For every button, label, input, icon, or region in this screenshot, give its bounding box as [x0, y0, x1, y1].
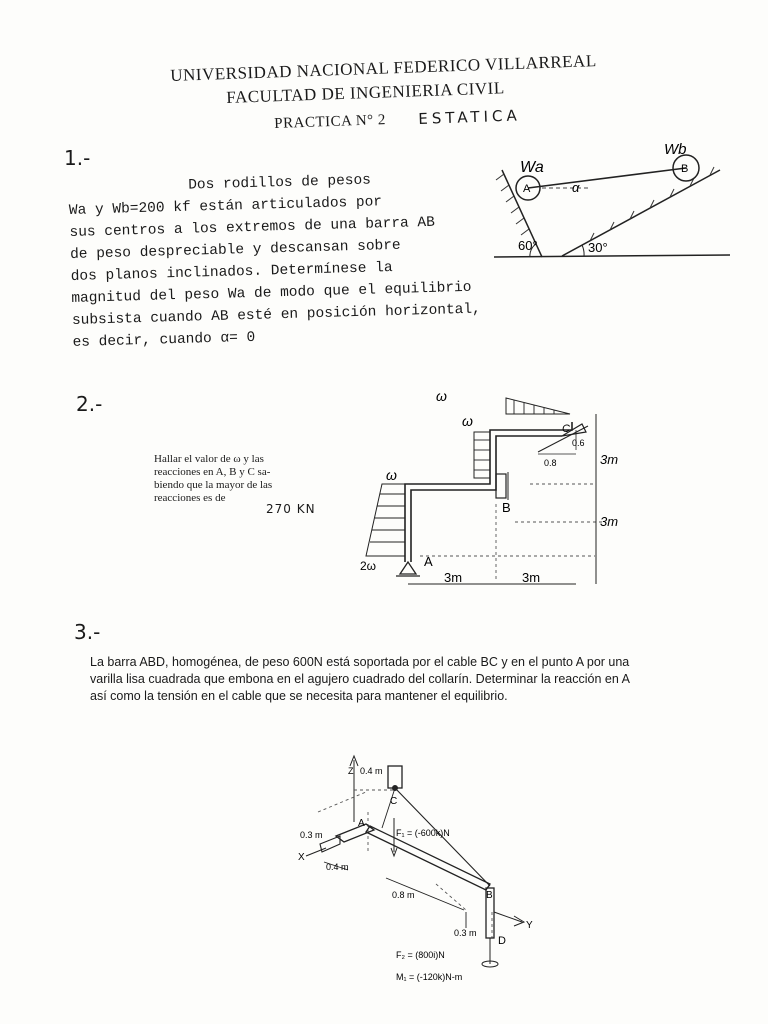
- problem-2-number: 2.-: [76, 392, 103, 416]
- problem-2-text: [154, 453, 272, 505]
- problem-1-line: subsista cuando AB esté en posición horizontal,: [71, 301, 482, 329]
- problem-2-line: reacciones es de: [154, 492, 226, 504]
- dim-0-4m-left: 0.4 m: [326, 862, 349, 872]
- point-b-label: B: [486, 890, 493, 901]
- moment-m1: M₁ = (-120k)N-m: [396, 972, 463, 982]
- faculty-title: FACULTAD DE INGENIERIA CIVIL: [226, 78, 505, 107]
- problem-3-line: así como la tensión en el cable que se necesita para mantener el equilibrio.: [90, 689, 508, 703]
- label-angle-60: 60°: [518, 238, 538, 253]
- problem-1-line: Wa y Wb=200 kf están articulados por: [68, 194, 383, 219]
- point-d-label: D: [498, 935, 506, 947]
- axis-z: Z: [348, 766, 354, 776]
- problem-1-line: magnitud del peso Wa de modo que el equilibrio: [71, 279, 472, 307]
- dim-span-2: 3m: [522, 570, 541, 585]
- problem-2-value: 270 KN: [266, 502, 316, 516]
- label-point-b: B: [681, 163, 689, 175]
- problem-1-number: 1.-: [64, 146, 91, 170]
- problem-2-line: Hallar el valor de ω y las: [154, 453, 264, 465]
- problem-1-line: dos planos inclinados. Determínese la: [70, 259, 393, 285]
- problem-3-number: 3.-: [74, 620, 101, 644]
- dim-height-1: 3m: [600, 452, 619, 467]
- problem-2-line: biendo que la mayor de las: [154, 479, 273, 491]
- load-w-mid: ω: [462, 413, 473, 429]
- label-point-a: A: [523, 183, 531, 195]
- dim-span-1: 3m: [444, 570, 463, 585]
- problem-1-figure: [480, 140, 740, 270]
- load-w-top: ω: [436, 388, 447, 404]
- point-c-label: C: [390, 796, 398, 807]
- load-w-left: ω: [386, 467, 397, 483]
- dim-0-3m-left: 0.3 m: [300, 830, 323, 840]
- dim-0-8m: 0.8 m: [392, 890, 415, 900]
- problem-1-line: de peso despreciable y descansan sobre: [69, 237, 401, 263]
- university-title: UNIVERSIDAD NACIONAL FEDERICO VILLARREAL: [170, 51, 597, 85]
- dim-0-3m-bottom: 0.3 m: [454, 928, 477, 938]
- force-f2: F₂ = (800i)N: [396, 950, 445, 960]
- dim-0-4m-top: 0.4 m: [360, 766, 383, 776]
- load-2w: 2ω: [360, 559, 377, 573]
- problem-2-figure: [340, 384, 640, 599]
- label-angle-30: 30°: [588, 240, 608, 255]
- problem-3-line: varilla lisa cuadrada que embona en el agujero cuadrado del collarín. Determinar la reacción en A: [90, 672, 630, 686]
- practice-number: PRACTICA N° 2: [274, 112, 387, 132]
- problem-1-line: es decir, cuando α= 0: [72, 329, 256, 351]
- force-f1: F₁ = (-600k)N: [396, 828, 450, 838]
- dim-0-6: 0.6: [572, 438, 585, 448]
- support-c-label: C: [562, 423, 570, 435]
- support-a-label: A: [424, 554, 433, 569]
- subject-title: ESTATICA: [418, 106, 521, 128]
- axis-y: Y: [526, 920, 533, 931]
- axis-x: X: [298, 852, 305, 863]
- dim-0-8: 0.8: [544, 458, 557, 468]
- dim-height-2: 3m: [600, 514, 619, 529]
- problem-3-text: [90, 654, 630, 705]
- label-wb: Wb: [664, 141, 687, 158]
- problem-1-text: [68, 167, 482, 354]
- problem-1-line: sus centros a los extremos de una barra AB: [69, 214, 436, 241]
- point-a-label: A: [358, 818, 365, 829]
- problem-2-line: reacciones en A, B y C sa-: [154, 466, 271, 478]
- problem-3-figure: [296, 752, 546, 992]
- label-alpha: α: [572, 180, 580, 195]
- label-wa: Wa: [520, 159, 544, 176]
- problem-3-line: La barra ABD, homogénea, de peso 600N está soportada por el cable BC y en el punto A por una: [90, 655, 630, 669]
- problem-1-line: Dos rodillos de pesos: [188, 172, 372, 194]
- support-b-label: B: [502, 500, 511, 515]
